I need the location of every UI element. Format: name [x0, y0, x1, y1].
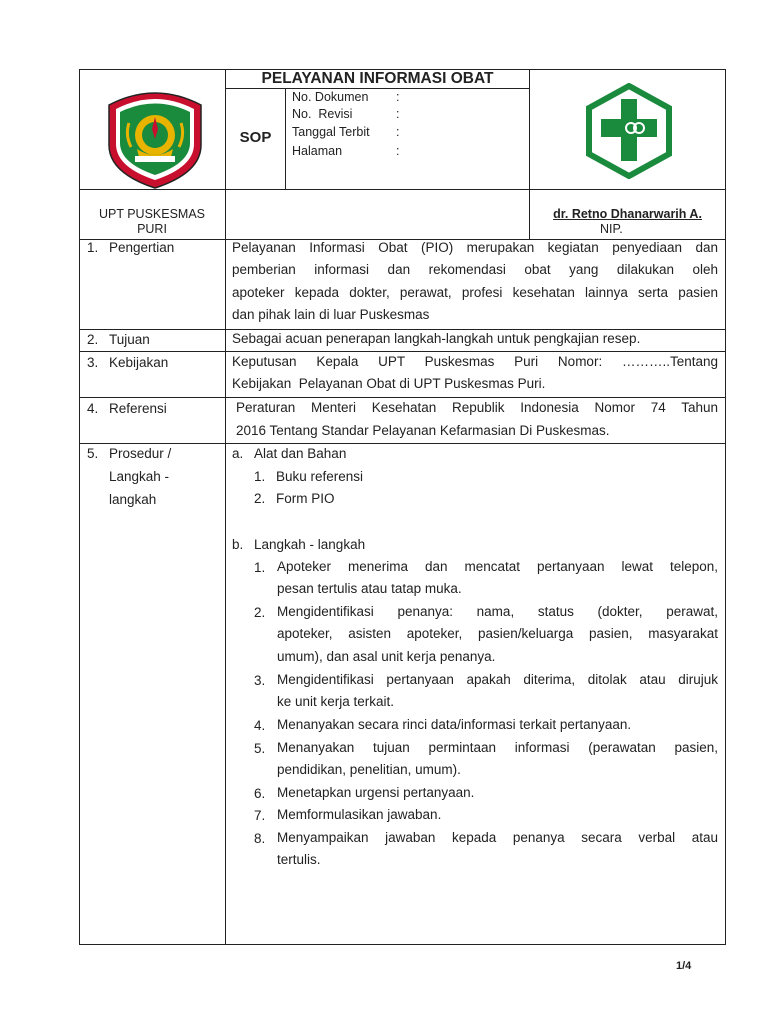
section-label-tujuan: 2. Tujuan [87, 332, 150, 347]
step-text: Memformulasikan jawaban. [277, 807, 442, 822]
step-text: Menanyakan secara rinci data/informasi terkait pertanyaan. [277, 717, 632, 732]
subsection-alat-dan-bahan: a. Alat dan Bahan [232, 446, 347, 461]
list-item: 1. Buku referensi [254, 469, 364, 484]
step-number: 2. [254, 605, 266, 620]
field-halaman-sep: : [396, 144, 400, 158]
list-item: 2. Form PIO [254, 491, 335, 506]
document-title: PELAYANAN INFORMASI OBAT [261, 70, 494, 87]
field-no-dokumen-sep: : [396, 90, 400, 104]
puskesmas-cross-logo [583, 83, 675, 179]
field-no-revisi-label: No. Revisi [292, 107, 353, 121]
step-number: 8. [254, 831, 266, 846]
field-no-dokumen-label: No. Dokumen [292, 90, 369, 104]
section-label-referensi: 4. Referensi [87, 401, 167, 416]
step-text: umum), dan asal unit kerja penanya. [277, 649, 496, 664]
step-text: Menyampaikan jawaban kepada penanya secara verbal atau [277, 830, 718, 845]
step-text: Apoteker menerima dan mencatat pertanyaan lewat telepon, [277, 559, 718, 574]
section-content-tujuan: Sebagai acuan penerapan langkah-langkah untuk pengkajian resep. [232, 331, 641, 346]
field-tanggal-terbit-sep: : [396, 125, 400, 139]
step-number: 5. [254, 741, 266, 756]
step-number: 3. [254, 673, 266, 688]
step-text: pendidikan, penelitian, umum). [277, 762, 461, 777]
signer-name: dr. Retno Dhanarwarih A. [553, 207, 702, 221]
subsection-langkah-langkah: b. Langkah - langkah [232, 537, 366, 552]
step-text: ke unit kerja terkait. [277, 694, 395, 709]
field-tanggal-terbit-label: Tanggal Terbit [292, 125, 370, 139]
step-text: Menetapkan urgensi pertanyaan. [277, 785, 475, 800]
step-text: Menanyakan tujuan permintaan informasi (perawatan pasien, [277, 740, 718, 755]
org-name-line2: PURI [137, 222, 167, 236]
section-label-kebijakan: 3. Kebijakan [87, 355, 169, 370]
page-number: 1/4 [676, 960, 692, 972]
step-text: pesan tertulis atau tatap muka. [277, 581, 462, 596]
step-text: Mengidentifikasi pertanyaan apakah diterima, ditolak atau dirujuk [277, 672, 718, 687]
org-name-line1: UPT PUSKESMAS [98, 207, 206, 221]
step-number: 1. [254, 560, 266, 575]
step-number: 6. [254, 786, 266, 801]
step-text: Mengidentifikasi penanya: nama, status (dokter, perawat, [277, 604, 718, 619]
step-text: tertulis. [277, 852, 321, 867]
field-no-revisi-sep: : [396, 107, 400, 121]
regional-emblem-logo [105, 87, 205, 189]
step-number: 7. [254, 808, 266, 823]
section-label-pengertian: 1. Pengertian [87, 240, 175, 255]
field-halaman-label: Halaman [292, 144, 343, 158]
signer-nip: NIP. [600, 222, 623, 236]
sop-label: SOP [239, 129, 272, 146]
step-number: 4. [254, 718, 266, 733]
step-text: apoteker, asisten apoteker, pasien/keluarga pasien, masyarakat [277, 626, 718, 641]
